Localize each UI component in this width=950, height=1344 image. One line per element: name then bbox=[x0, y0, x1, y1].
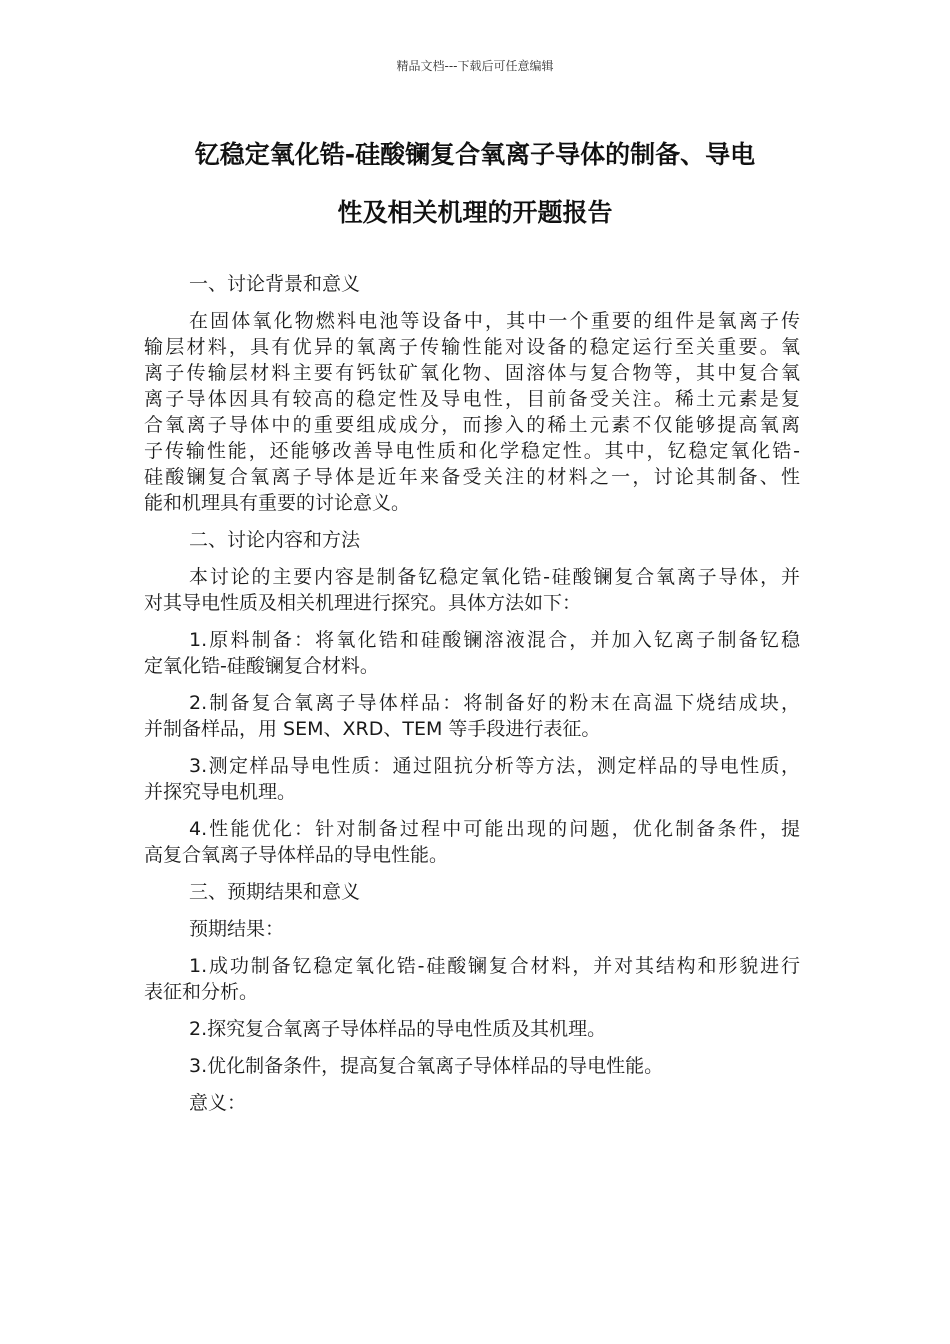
paragraph-line: 3.优化制备条件，提高复合氧离子导体样品的导电性能。 bbox=[189, 1055, 664, 1077]
paragraph-line: 1.成功制备钇稳定氧化锆-硅酸镧复合材料，并对其结构和形貌进行 bbox=[189, 955, 800, 977]
significance-label bbox=[144, 1090, 800, 1116]
paragraph-line: 三、预期结果和意义 bbox=[189, 881, 361, 903]
paragraph-line: 预期结果： bbox=[189, 918, 285, 940]
paragraph-line: 意义： bbox=[189, 1092, 247, 1114]
expected-results-label bbox=[144, 916, 800, 942]
result-item-1 bbox=[144, 953, 800, 1005]
method-item-4 bbox=[144, 816, 800, 868]
paragraph-line: 4.性能优化：针对制备过程中可能出现的问题，优化制备条件，提 bbox=[189, 818, 800, 840]
result-item-2 bbox=[144, 1016, 800, 1042]
paragraph-line: 定氧化锆-硅酸镧复合材料。 bbox=[144, 655, 379, 677]
document-body bbox=[144, 271, 800, 1127]
section-heading-results bbox=[144, 879, 800, 905]
method-item-2 bbox=[144, 690, 800, 742]
document-title-line-2: 性及相关机理的开题报告 bbox=[337, 198, 613, 227]
paragraph-line: 合氧离子导体中的重要组成成分，而掺入的稀土元素不仅能够提高氧离 bbox=[144, 414, 800, 436]
paragraph-line: 表征和分析。 bbox=[144, 981, 259, 1003]
paragraph-line: 2.探究复合氧离子导体样品的导电性质及其机理。 bbox=[189, 1018, 607, 1040]
methods-intro-paragraph bbox=[144, 564, 800, 616]
page-watermark: 精品文档---下载后可任意编辑 bbox=[396, 59, 554, 73]
method-item-3 bbox=[144, 753, 800, 805]
paragraph-line: 能和机理具有重要的讨论意义。 bbox=[144, 492, 411, 514]
paragraph-line: 硅酸镧复合氧离子导体是近年来备受关注的材料之一，讨论其制备、性 bbox=[144, 466, 800, 488]
paragraph-line: 在固体氧化物燃料电池等设备中，其中一个重要的组件是氧离子传 bbox=[189, 310, 800, 332]
result-item-3 bbox=[144, 1053, 800, 1079]
paragraph-line: 子传输性能，还能够改善导电性质和化学稳定性。其中，钇稳定氧化锆- bbox=[144, 440, 800, 462]
paragraph-line: 高复合氧离子导体样品的导电性能。 bbox=[144, 844, 449, 866]
paragraph-line: 离子导体因具有较高的稳定性及导电性，目前备受关注。稀土元素是复 bbox=[144, 388, 800, 410]
paragraph-line: 一、讨论背景和意义 bbox=[189, 273, 361, 295]
paragraph-line: 输层材料，具有优异的氧离子传输性能对设备的稳定运行至关重要。氧 bbox=[144, 336, 800, 358]
paragraph-line: 对其导电性质及相关机理进行探究。具体方法如下： bbox=[144, 592, 582, 614]
section-heading-background bbox=[144, 271, 800, 297]
paragraph-line: 离子传输层材料主要有钙钛矿氧化物、固溶体与复合物等，其中复合氧 bbox=[144, 362, 800, 384]
paragraph-line: 并制备样品，用 SEM、XRD、TEM 等手段进行表征。 bbox=[144, 718, 601, 740]
paragraph-line: 1.原料制备：将氧化锆和硅酸镧溶液混合，并加入钇离子制备钇稳 bbox=[189, 629, 800, 651]
paragraph-line: 二、讨论内容和方法 bbox=[189, 529, 361, 551]
method-item-1 bbox=[144, 627, 800, 679]
background-paragraph bbox=[144, 308, 800, 516]
paragraph-line: 并探究导电机理。 bbox=[144, 781, 297, 803]
paragraph-line: 2.制备复合氧离子导体样品：将制备好的粉末在高温下烧结成块， bbox=[189, 692, 800, 714]
section-heading-methods bbox=[144, 527, 800, 553]
document-title-line-1: 钇稳定氧化锆-硅酸镧复合氧离子导体的制备、导电 bbox=[194, 140, 756, 169]
paragraph-line: 本讨论的主要内容是制备钇稳定氧化锆-硅酸镧复合氧离子导体，并 bbox=[189, 566, 800, 588]
paragraph-line: 3.测定样品导电性质：通过阻抗分析等方法，测定样品的导电性质， bbox=[189, 755, 800, 777]
